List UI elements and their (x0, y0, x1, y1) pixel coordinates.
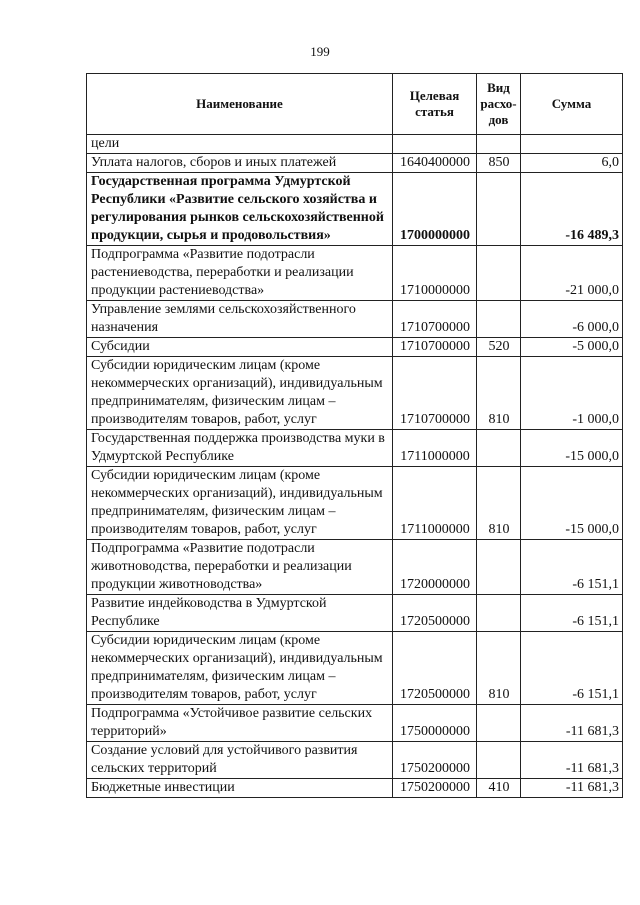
row-name-cell: Субсидии юридическим лицам (кроме некоммерческих организаций), индивидуальным предпринимателям, физическим лицам – производителям товаров, работ, услуг (87, 357, 393, 430)
row-expense-type-cell (477, 301, 521, 338)
table-row (87, 779, 623, 798)
row-name-cell: Уплата налогов, сборов и иных платежей (87, 154, 393, 173)
table-row (87, 301, 623, 338)
table-row (87, 173, 623, 246)
row-sum-cell: -5 000,0 (521, 338, 623, 357)
row-expense-type-cell: 810 (477, 357, 521, 430)
row-name-cell: Подпрограмма «Устойчивое развитие сельских территорий» (87, 705, 393, 742)
row-target-article-cell: 1711000000 (393, 430, 477, 467)
row-target-article-cell: 1711000000 (393, 467, 477, 540)
row-target-article-cell: 1710700000 (393, 357, 477, 430)
row-sum-cell: -6 151,1 (521, 540, 623, 595)
row-name-cell: Бюджетные инвестиции (87, 779, 393, 798)
table-row (87, 154, 623, 173)
row-sum-cell: -1 000,0 (521, 357, 623, 430)
row-name-cell: Государственная поддержка производства муки в Удмуртской Республике (87, 430, 393, 467)
row-expense-type-cell: 810 (477, 467, 521, 540)
row-target-article-cell: 1750200000 (393, 779, 477, 798)
row-sum-cell: -16 489,3 (521, 173, 623, 246)
row-target-article-cell: 1700000000 (393, 173, 477, 246)
row-sum-cell: 6,0 (521, 154, 623, 173)
table-row (87, 430, 623, 467)
row-target-article-cell: 1640400000 (393, 154, 477, 173)
header-target-article: Целевая статья (393, 74, 477, 135)
row-expense-type-cell: 810 (477, 632, 521, 705)
row-name-cell: Субсидии юридическим лицам (кроме некоммерческих организаций), индивидуальным предпринимателям, физическим лицам – производителям товаров, работ, услуг (87, 467, 393, 540)
row-expense-type-cell (477, 705, 521, 742)
row-expense-type-cell (477, 742, 521, 779)
row-target-article-cell: 1710000000 (393, 246, 477, 301)
row-name-cell: Развитие индейководства в Удмуртской Республике (87, 595, 393, 632)
row-sum-cell: -11 681,3 (521, 742, 623, 779)
table-row (87, 540, 623, 595)
row-sum-cell: -21 000,0 (521, 246, 623, 301)
row-target-article-cell: 1710700000 (393, 301, 477, 338)
table-row (87, 135, 623, 154)
row-name-cell: Создание условий для устойчивого развития сельских территорий (87, 742, 393, 779)
row-expense-type-cell (477, 246, 521, 301)
row-name-cell: Подпрограмма «Развитие подотрасли растениеводства, переработки и реализации продукции растениеводства» (87, 246, 393, 301)
table-row (87, 595, 623, 632)
row-target-article-cell: 1710700000 (393, 338, 477, 357)
row-name-cell: цели (87, 135, 393, 154)
row-expense-type-cell: 850 (477, 154, 521, 173)
page-number: 199 (310, 44, 330, 59)
row-expense-type-cell (477, 540, 521, 595)
row-sum-cell: -15 000,0 (521, 430, 623, 467)
row-name-cell: Управление землями сельскохозяйственного назначения (87, 301, 393, 338)
row-target-article-cell (393, 135, 477, 154)
row-sum-cell: -11 681,3 (521, 705, 623, 742)
budget-table (86, 73, 623, 798)
row-expense-type-cell: 520 (477, 338, 521, 357)
row-target-article-cell: 1720500000 (393, 595, 477, 632)
table-row (87, 632, 623, 705)
row-target-article-cell: 1720000000 (393, 540, 477, 595)
row-expense-type-cell (477, 430, 521, 467)
row-expense-type-cell: 410 (477, 779, 521, 798)
row-target-article-cell: 1720500000 (393, 632, 477, 705)
row-sum-cell: -6 151,1 (521, 632, 623, 705)
row-name-cell: Субсидии юридическим лицам (кроме некоммерческих организаций), индивидуальным предпринимателям, физическим лицам – производителям товаров, работ, услуг (87, 632, 393, 705)
row-sum-cell (521, 135, 623, 154)
table-row (87, 467, 623, 540)
row-sum-cell: -15 000,0 (521, 467, 623, 540)
table-row (87, 246, 623, 301)
header-sum: Сумма (521, 74, 623, 135)
row-name-cell: Субсидии (87, 338, 393, 357)
table-header-row (87, 74, 623, 135)
table-row (87, 357, 623, 430)
table-row (87, 338, 623, 357)
row-sum-cell: -6 000,0 (521, 301, 623, 338)
row-expense-type-cell (477, 595, 521, 632)
row-expense-type-cell (477, 173, 521, 246)
row-target-article-cell: 1750000000 (393, 705, 477, 742)
row-name-cell: Подпрограмма «Развитие подотрасли животноводства, переработки и реализации продукции животноводства» (87, 540, 393, 595)
table-row (87, 742, 623, 779)
row-target-article-cell: 1750200000 (393, 742, 477, 779)
row-expense-type-cell (477, 135, 521, 154)
row-sum-cell: -11 681,3 (521, 779, 623, 798)
header-expense-type: Вид расхо-дов (477, 74, 521, 135)
row-name-cell: Государственная программа Удмуртской Республики «Развитие сельского хозяйства и регулирования рынков сельскохозяйственной продукции, сырья и продовольствия» (87, 173, 393, 246)
header-name: Наименование (87, 74, 393, 135)
row-sum-cell: -6 151,1 (521, 595, 623, 632)
table-row (87, 705, 623, 742)
